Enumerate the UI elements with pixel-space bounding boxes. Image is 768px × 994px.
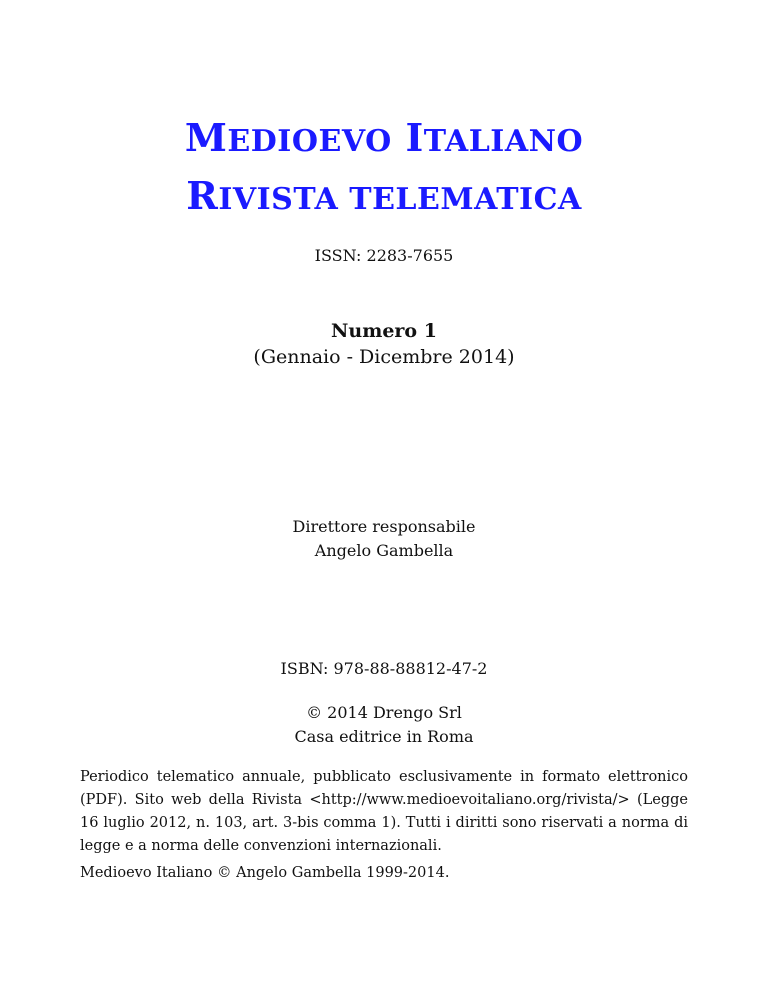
director-role: Direttore responsabile — [292, 517, 476, 536]
title-smallcaps: EDIOEVO — [227, 124, 392, 159]
journal-title-line-2 — [0, 170, 768, 226]
publisher-copyright: © 2014 Drengo Srl — [306, 703, 462, 722]
isbn: ISBN: 978-88-88812-47-2 — [280, 659, 488, 678]
publisher-city: Casa editrice in Roma — [294, 727, 474, 746]
director-name: Angelo Gambella — [314, 541, 454, 560]
journal-title-line-1 — [0, 112, 768, 168]
publication-description: Periodico telematico annuale, pubblicato esclusivamente in formato elettronico (PDF). Sito web della Rivista <http://www.medioevoitaliano.org/rivista/> (Legge 16 luglio 2012, n. 103, art. 3-bis comma 1). Tutti i diritti sono riservati a norma di legge e a norma delle convenzioni internazionali. — [80, 769, 688, 854]
issue-period: (Gennaio - Dicembre 2014) — [253, 346, 515, 368]
issue-number: Numero 1 — [331, 320, 437, 342]
footer-copyright-note: Medioevo Italiano © Angelo Gambella 1999-2014. — [80, 865, 450, 881]
title-smallcaps: IVISTA TELEMATICA — [218, 182, 582, 217]
title-initial: R — [186, 173, 219, 218]
title-initial: M — [184, 115, 228, 160]
issn: ISSN: 2283-7655 — [314, 246, 454, 265]
title-smallcaps: TALIANO — [423, 124, 584, 159]
title-initial: I — [405, 115, 424, 160]
